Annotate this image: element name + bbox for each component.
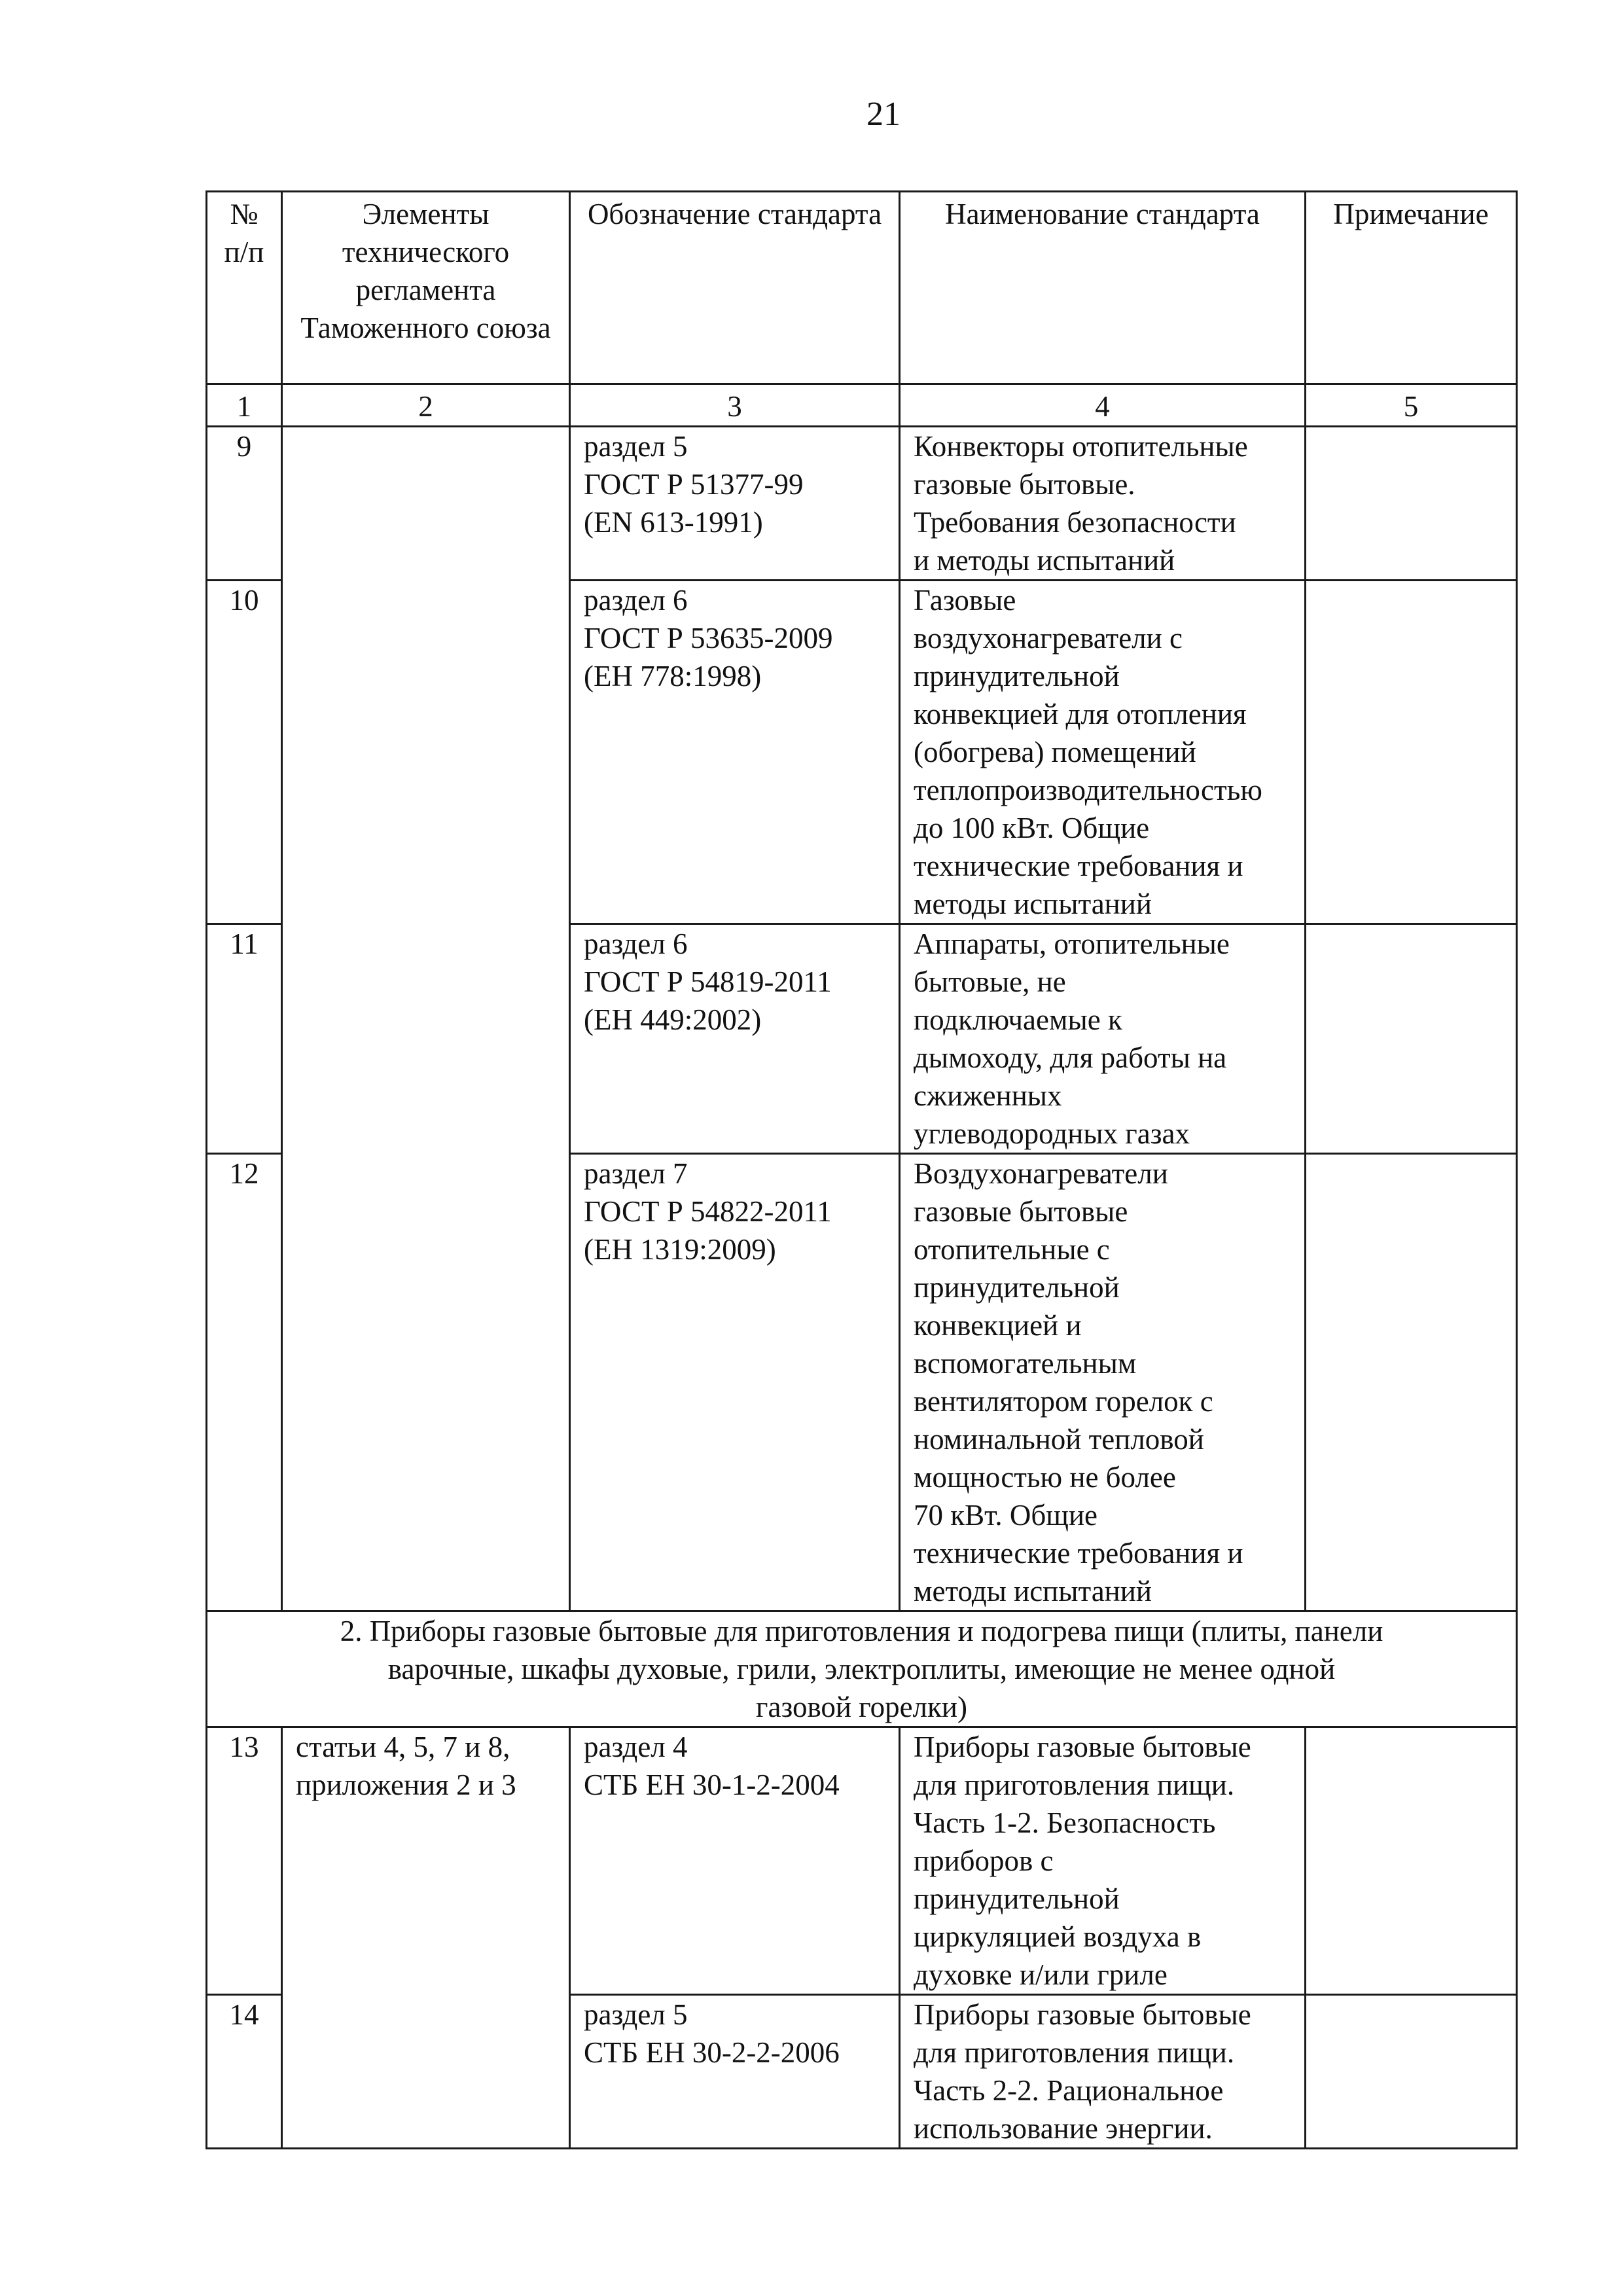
column-number: 5 bbox=[1306, 384, 1517, 427]
row-number: 14 bbox=[207, 1995, 282, 2149]
note-cell bbox=[1306, 1995, 1517, 2149]
row-number: 11 bbox=[207, 924, 282, 1154]
standard-name-cell: Воздухонагреватели газовые бытовые отопительные с принудительной конвекцией и вспомогательным вентилятором горелок с номинальной тепловой мощностью не более 70 кВт. Общие технические требования и методы испытаний bbox=[900, 1154, 1306, 1611]
table-row bbox=[207, 427, 1517, 581]
note-cell bbox=[1306, 1154, 1517, 1611]
section-heading: 2. Приборы газовые бытовые для приготовления и подогрева пищи (плиты, панели варочные, шкафы духовые, грили, электроплиты, имеющие не менее одной газовой горелки) bbox=[207, 1611, 1517, 1727]
header-elements: Элементы технического регламента Таможенного союза bbox=[282, 192, 570, 384]
designation-cell: раздел 4 СТБ ЕН 30-1-2-2004 bbox=[570, 1727, 900, 1995]
elements-cell bbox=[282, 427, 570, 1611]
note-cell bbox=[1306, 581, 1517, 924]
standard-name-cell: Аппараты, отопительные бытовые, не подключаемые к дымоходу, для работы на сжиженных углеводородных газах bbox=[900, 924, 1306, 1154]
column-number: 4 bbox=[900, 384, 1306, 427]
column-number: 1 bbox=[207, 384, 282, 427]
header-standard-name: Наименование стандарта bbox=[900, 192, 1306, 384]
note-cell bbox=[1306, 924, 1517, 1154]
note-cell bbox=[1306, 427, 1517, 581]
page-number: 21 bbox=[866, 96, 901, 133]
designation-cell: раздел 5 ГОСТ Р 51377-99 (EN 613-1991) bbox=[570, 427, 900, 581]
elements-cell: статьи 4, 5, 7 и 8, приложения 2 и 3 bbox=[282, 1727, 570, 2149]
row-number: 9 bbox=[207, 427, 282, 581]
designation-cell: раздел 6 ГОСТ Р 54819-2011 (ЕН 449:2002) bbox=[570, 924, 900, 1154]
standard-name-cell: Приборы газовые бытовые для приготовления пищи. Часть 1-2. Безопасность приборов с принудительной циркуляцией воздуха в духовке и/или гриле bbox=[900, 1727, 1306, 1995]
row-number: 13 bbox=[207, 1727, 282, 1995]
standards-table bbox=[205, 190, 1518, 2149]
header-row bbox=[207, 192, 1517, 384]
header-number: № п/п bbox=[207, 192, 282, 384]
header-designation: Обозначение стандарта bbox=[570, 192, 900, 384]
standard-name-cell: Конвекторы отопительные газовые бытовые. Требования безопасности и методы испытаний bbox=[900, 427, 1306, 581]
standard-name-cell: Газовые воздухонагреватели с принудительной конвекцией для отопления (обогрева) помещений теплопроизводительностью до 100 кВт. Общие технические требования и методы испытаний bbox=[900, 581, 1306, 924]
note-cell bbox=[1306, 1727, 1517, 1995]
table-row bbox=[207, 1727, 1517, 1995]
designation-cell: раздел 5 СТБ ЕН 30-2-2-2006 bbox=[570, 1995, 900, 2149]
header-note: Примечание bbox=[1306, 192, 1517, 384]
designation-cell: раздел 6 ГОСТ Р 53635-2009 (ЕН 778:1998) bbox=[570, 581, 900, 924]
column-number-row bbox=[207, 384, 1517, 427]
designation-cell: раздел 7 ГОСТ Р 54822-2011 (ЕН 1319:2009) bbox=[570, 1154, 900, 1611]
column-number: 3 bbox=[570, 384, 900, 427]
column-number: 2 bbox=[282, 384, 570, 427]
row-number: 10 bbox=[207, 581, 282, 924]
standard-name-cell: Приборы газовые бытовые для приготовления пищи. Часть 2-2. Рациональное использование энергии. bbox=[900, 1995, 1306, 2149]
row-number: 12 bbox=[207, 1154, 282, 1611]
section-heading-row bbox=[207, 1611, 1517, 1727]
